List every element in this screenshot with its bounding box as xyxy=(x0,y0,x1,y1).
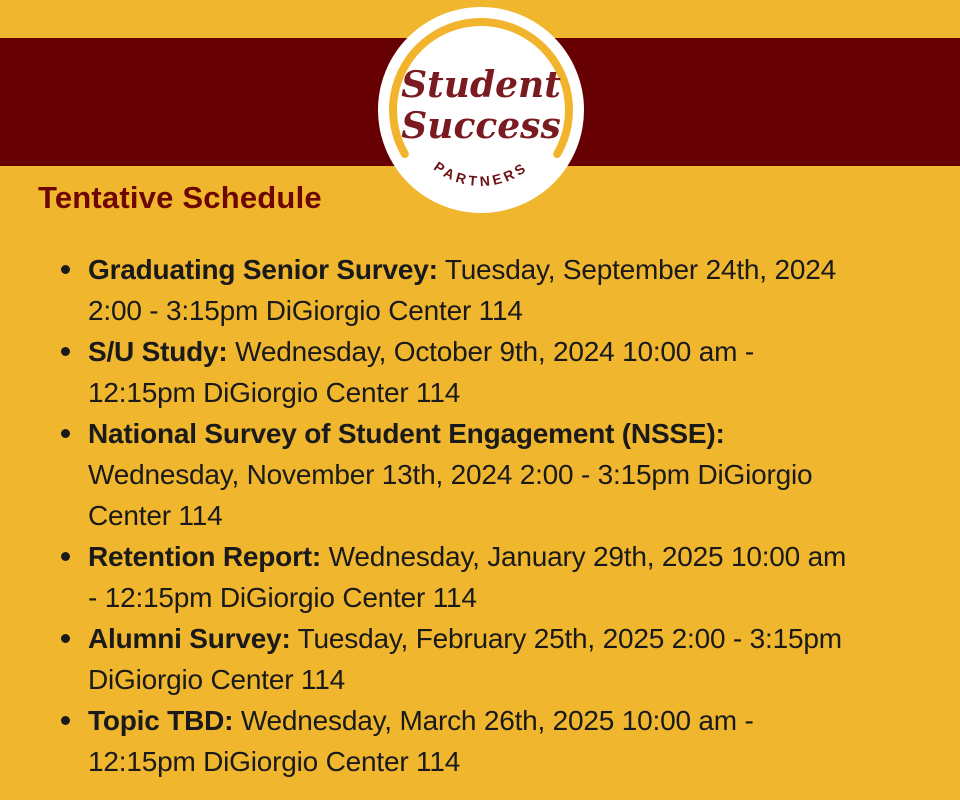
event-name: S/U Study: xyxy=(88,336,228,367)
bullet-icon xyxy=(61,634,70,643)
schedule-item xyxy=(60,618,850,700)
student-success-partners-logo xyxy=(378,7,584,213)
schedule-item xyxy=(60,249,850,331)
bullet-icon xyxy=(61,347,70,356)
event-details: Wednesday, January 29th, 2025 10:00 am - 12:15pm DiGiorgio Center 114 xyxy=(88,541,847,613)
event-name: Topic TBD: xyxy=(88,705,234,736)
schedule-item xyxy=(60,413,850,536)
page-title: Tentative Schedule xyxy=(38,180,322,215)
schedule-list xyxy=(60,249,850,782)
event-name: National Survey of Student Engagement (NSSE): xyxy=(88,418,725,449)
event-name: Alumni Survey: xyxy=(88,623,291,654)
logo-script-line2: Success xyxy=(401,105,561,147)
bullet-icon xyxy=(61,429,70,438)
bullet-icon xyxy=(61,265,70,274)
event-name: Graduating Senior Survey: xyxy=(88,254,438,285)
event-details: Wednesday, November 13th, 2024 2:00 - 3:15pm DiGiorgio Center 114 xyxy=(88,459,813,531)
schedule-item xyxy=(60,331,850,413)
bullet-icon xyxy=(61,552,70,561)
event-name: Retention Report: xyxy=(88,541,322,572)
event-details: Tuesday, September 24th, 2024 2:00 - 3:15pm DiGiorgio Center 114 xyxy=(88,254,836,326)
event-details: Tuesday, February 25th, 2025 2:00 - 3:15pm DiGiorgio Center 114 xyxy=(88,623,842,695)
event-details: Wednesday, March 26th, 2025 10:00 am - 12:15pm DiGiorgio Center 114 xyxy=(88,705,754,777)
bullet-icon xyxy=(61,716,70,725)
logo-script-line1: Student xyxy=(401,64,561,106)
logo-arc-text: PARTNERS xyxy=(431,158,531,190)
event-details: Wednesday, October 9th, 2024 10:00 am - 12:15pm DiGiorgio Center 114 xyxy=(88,336,754,408)
schedule-item xyxy=(60,536,850,618)
schedule-item xyxy=(60,700,850,782)
